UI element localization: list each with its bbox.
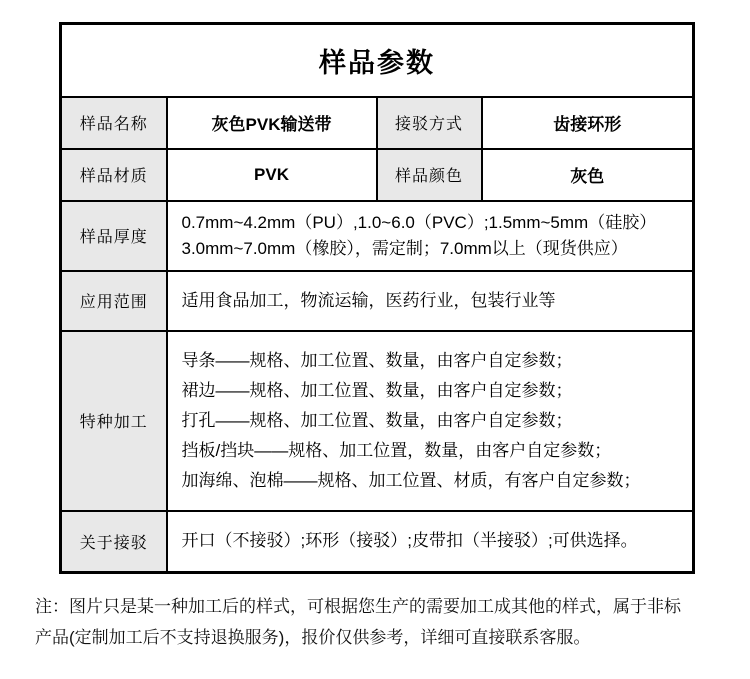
row-application-range bbox=[61, 271, 694, 331]
content-line: 3.0mm~7.0mm（橡胶），需定制；7.0mm以上（现货供应） bbox=[181, 238, 628, 258]
footer-note bbox=[35, 591, 725, 653]
table-title: 样品参数 bbox=[61, 24, 694, 97]
content-line: 加海绵、泡棉——规格、加工位置、材质，有客户自定参数； bbox=[181, 470, 641, 490]
value-special-processing bbox=[167, 331, 694, 511]
label-about-joint: 关于接驳 bbox=[61, 511, 167, 573]
label-application-range: 应用范围 bbox=[61, 271, 167, 331]
row-sample-name bbox=[61, 97, 694, 149]
row-sample-material bbox=[61, 149, 694, 201]
content-line: 0.7mm~4.2mm（PU）,1.0~6.0（PVC）;1.5mm~5mm（硅胶） bbox=[181, 212, 657, 232]
content-line: 打孔——规格、加工位置、数量，由客户自定参数； bbox=[181, 410, 573, 430]
content-line: 开口（不接驳）;环形（接驳）;皮带扣（半接驳）;可供选择。 bbox=[181, 531, 638, 551]
label-sample-name: 样品名称 bbox=[61, 97, 167, 149]
content-line: 导条——规格、加工位置、数量，由客户自定参数； bbox=[181, 350, 573, 370]
label-sample-thickness: 样品厚度 bbox=[61, 201, 167, 271]
value-sample-material: PVK bbox=[167, 149, 377, 201]
label-joint-method: 接驳方式 bbox=[377, 97, 482, 149]
value-about-joint bbox=[167, 511, 694, 573]
title-row bbox=[61, 24, 694, 97]
footer-note-line-2: 产品(定制加工后不支持退换服务)，报价仅供参考，详细可直接联系客服。 bbox=[35, 628, 591, 647]
label-sample-material: 样品材质 bbox=[61, 149, 167, 201]
label-special-processing: 特种加工 bbox=[61, 331, 167, 511]
value-application-range bbox=[167, 271, 694, 331]
label-sample-color: 样品颜色 bbox=[377, 149, 482, 201]
value-sample-thickness bbox=[167, 201, 694, 271]
row-sample-thickness bbox=[61, 201, 694, 271]
footer-note-line-1: 注：图片只是某一种加工后的样式，可根据您生产的需要加工成其他的样式，属于非标 bbox=[35, 597, 681, 616]
value-sample-color: 灰色 bbox=[482, 149, 694, 201]
row-about-joint bbox=[61, 511, 694, 573]
content-line: 挡板/挡块——规格、加工位置，数量，由客户自定参数； bbox=[181, 440, 612, 460]
value-sample-name: 灰色PVK输送带 bbox=[167, 97, 377, 149]
content-line: 适用食品加工，物流运输，医药行业，包装行业等 bbox=[181, 290, 556, 310]
content-line: 裙边——规格、加工位置、数量，由客户自定参数； bbox=[181, 380, 573, 400]
sample-parameters-table bbox=[59, 22, 695, 574]
row-special-processing bbox=[61, 331, 694, 511]
value-joint-method: 齿接环形 bbox=[482, 97, 694, 149]
